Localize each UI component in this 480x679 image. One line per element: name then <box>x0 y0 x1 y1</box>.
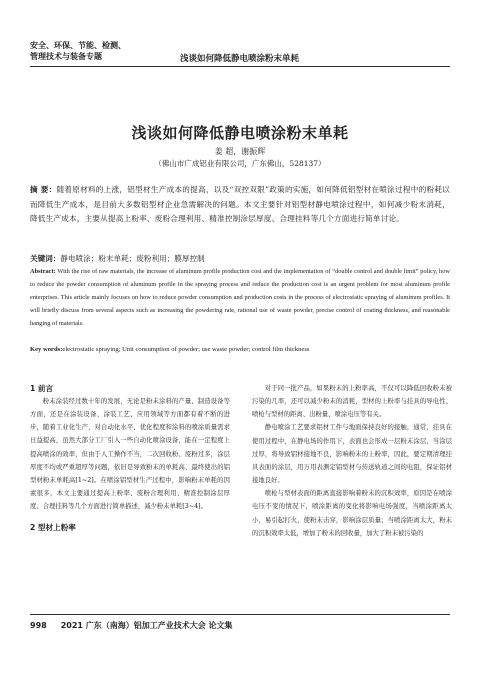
chinese-abstract-text: 随着原材料的上涨，铝型材生产成本的提高，以及“双控双限”政策的实施，如何降低铝型材在喷涂过程中的粉耗以而降低生产成本，是目前大多数铝型材企业急需解决的问题。本文主要针对铝型材静电喷涂过程中，如何减少粉末消耗，降低生产成本，主要从提高上粉率、废粉合理利用、精准控制涂层厚度、合理挂料等几个方面进行简单讨论。 <box>30 185 450 223</box>
right-paragraph-2: 静电喷涂工艺要求铝材工件与地面保持良好的接触，通常，挂具在使用过程中，在静电场的作用下，表面也会形成一层粉末涂层，当涂层过厚，将导致铝材接地不良，影响粉末的上粉率，因此，要定期清理挂具表面的涂层，用万用表测定铝型材与传送轨道之间的电阻，保证铝材接地良好。 <box>252 424 452 485</box>
chinese-abstract-label: 摘 要： <box>30 185 57 194</box>
article-title: 浅谈如何降低静电喷涂粉末单耗 <box>131 124 349 142</box>
header-rule <box>30 66 450 67</box>
english-abstract-label: Abstract: <box>30 268 56 275</box>
right-paragraph-3: 喷枪与型材表面的距离直接影响着粉末的沉积效率，原因是在喷涂电压不变的情况下，喷涂距离的变化将影响电场强度，当喷涂距离太小，易引起打火，使粉末击穿，影响涂层质量；当喷涂距离太大，粉末的沉积效率太低，增加了粉末的回收量，加大了粉末被污染的 <box>252 490 452 537</box>
page-number: 998 <box>30 621 47 630</box>
english-keywords <box>30 345 450 355</box>
journal-line-1: 安全、环保、节能、检测、 <box>30 41 126 50</box>
section-1-heading: 1 前言 <box>30 384 54 393</box>
section-2-heading: 2 型材上粉率 <box>30 523 76 533</box>
body-right-column <box>252 382 452 540</box>
english-abstract-text: With the rise of raw materials, the increase of aluminum profile production cost and the implementation of “double control and double limit” policy, how to reduce the powder consumption of aluminum profile in the spraying process and reduce the production cost is an urgent problem for most aluminum profile enterprises. This article mainly focuses on how to reduce powder consumption and production costs in the process of electrostatic spraying of aluminum profiles. It will briefly discuss from several aspects such as increasing the powdering rate, rational use of waste powder, precise control of coating thickness, and reasonable hanging of materials. <box>30 268 450 328</box>
chinese-abstract <box>30 183 450 227</box>
chinese-keywords <box>30 253 450 265</box>
page-footer <box>30 620 233 631</box>
english-keywords-label: Key words: <box>30 346 63 353</box>
journal-section-label <box>30 40 126 62</box>
english-abstract <box>30 265 450 330</box>
chinese-keywords-text: 静电喷涂；粉末单耗；废粉利用；膜厚控制 <box>60 254 205 263</box>
right-paragraph-1: 对于同一批产品，如果粉末的上粉率高，不仅可以降低回收粉末被污染的几率，还可以减少粉末的消耗，型材的上粉率与挂具的导电性、喷枪与型材的距离、出粉量、喷涂电压等有关。 <box>252 385 452 419</box>
article-authors: 姜 超，谢振辉 <box>214 147 266 156</box>
article-affiliation: （佛山市广成铝业有限公司，广东佛山，528137） <box>154 159 326 168</box>
running-title: 浅谈如何降低静电喷涂粉末单耗 <box>180 54 300 64</box>
body-left-column <box>30 382 230 535</box>
proceedings-title: 2021 广东（南海）铝加工产业技术大会 论文集 <box>60 621 233 630</box>
chinese-keywords-label: 关键词： <box>30 254 61 263</box>
section-1-paragraph: 粉末涂装经过数十年的发展，无论是粉末涂料的产量、制造设备等方面，还是在涂装设备、涂装工艺、应用领域等方面都有着不断的进步，随着工业化生产，对自动化水平、优化程度和涂料的喷涂质量需求日益提高，虽然大部分工厂引入一些自动化喷涂设备，能在一定程度上提高喷涂的效率，但由于人工操作不当，二次回收粉、废粉过多，涂层厚度不均或严重超厚等问题，依旧是导致粉末的单耗高、最终使出的铝型材粉末单耗高[1~2]。在喷涂铝型材生产过程中，影响粉末单耗的因素很多，本文主要通过提高上粉率、废粉合理利用、精准控制涂层厚度、合理挂料等几个方面进行简单描述，减少粉末单耗[3~4]。 <box>30 398 230 511</box>
journal-line-2: 管理技术与装备专题 <box>30 52 102 61</box>
footer-rule <box>30 614 450 615</box>
english-keywords-text: electrostatic spraying; Unit consumption of powder; use waste powder; control film thickness <box>62 346 310 353</box>
